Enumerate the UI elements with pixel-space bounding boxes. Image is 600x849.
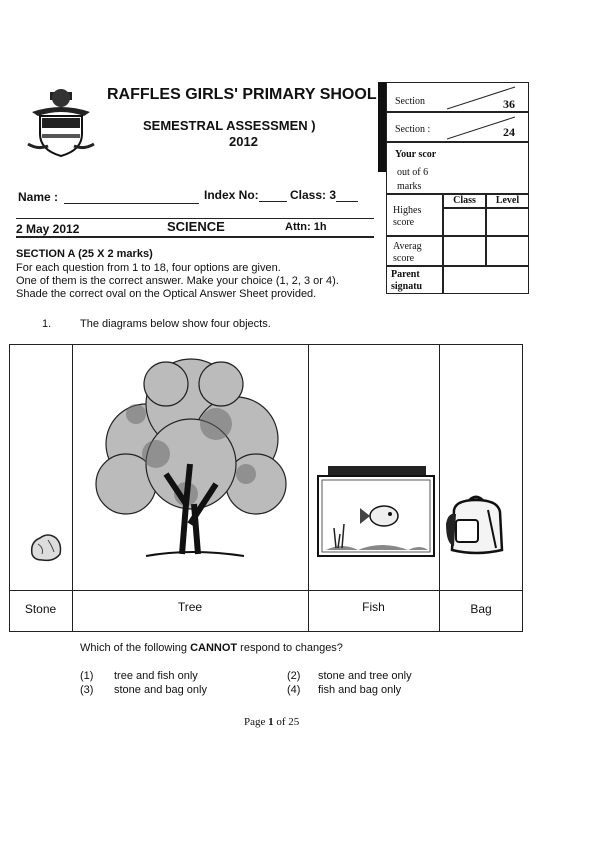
highest-label: Highes score xyxy=(393,205,422,228)
name-label: Name : xyxy=(18,190,59,204)
section-b-value: 24 xyxy=(503,125,515,139)
section-b-label: Section : xyxy=(395,124,431,135)
average-level-cell xyxy=(486,236,529,266)
average-label-cell xyxy=(386,236,443,266)
option-3[interactable]: (3) stone and bag only xyxy=(80,684,207,696)
subject: SCIENCE xyxy=(167,219,225,234)
backpack-icon xyxy=(440,490,512,560)
index-field[interactable] xyxy=(259,201,287,202)
assessment-title: SEMESTRAL ASSESSMEN ) xyxy=(143,118,316,133)
option-2[interactable]: (2) stone and tree only xyxy=(287,670,412,682)
highest-level-cell xyxy=(486,208,529,236)
parent-signature-field[interactable] xyxy=(443,266,529,294)
option-4[interactable]: (4) fish and bag only xyxy=(287,684,402,696)
highest-label-cell xyxy=(386,194,443,236)
your-score-label: Your scor xyxy=(395,149,437,160)
average-class-cell xyxy=(443,236,486,266)
class-header: Class xyxy=(443,194,486,208)
instruction-1: For each question from 1 to 18, four options are given. xyxy=(16,262,281,274)
divider-bottom xyxy=(16,236,374,238)
col-divider-2 xyxy=(308,344,309,632)
stone-icon xyxy=(28,530,64,564)
object-label-bag: Bag xyxy=(470,602,492,616)
parent-label-cell xyxy=(386,266,443,294)
highest-class-cell xyxy=(443,208,486,236)
parent-label: Parent signatu xyxy=(391,269,423,292)
section-a-label: Section xyxy=(395,96,425,107)
school-name: RAFFLES GIRLS' PRIMARY SHOOL xyxy=(107,86,377,103)
section-title: SECTION A (25 X 2 marks) xyxy=(16,248,153,260)
attention: Attn: 1h xyxy=(285,221,327,233)
instruction-2: One of them is the correct answer. Make your choice (1, 2, 3 or 4). xyxy=(16,275,339,287)
your-score-cell xyxy=(386,142,529,194)
name-field[interactable] xyxy=(64,203,199,204)
col-divider-1 xyxy=(72,344,73,632)
average-label: Averag score xyxy=(393,241,422,264)
question-number: 1. xyxy=(42,318,52,330)
section-a-cell xyxy=(386,82,529,112)
instruction-3: Shade the correct oval on the Optical Answer Sheet provided. xyxy=(16,288,317,300)
section-a-value: 36 xyxy=(503,97,515,111)
tree-icon xyxy=(86,354,296,560)
school-crest-icon xyxy=(26,88,96,160)
exam-date: 2 May 2012 xyxy=(16,222,80,236)
level-header: Level xyxy=(486,194,529,208)
object-label-fish: Fish xyxy=(362,600,385,614)
marks-label: marks xyxy=(397,181,422,192)
page-number: Page 1 of 25 xyxy=(244,716,300,728)
assessment-year: 2012 xyxy=(229,134,258,149)
object-label-tree: Tree xyxy=(177,600,203,614)
binding-bar xyxy=(378,82,386,172)
question-text: The diagrams below show four objects. xyxy=(80,318,271,330)
label-row-divider xyxy=(9,590,523,591)
class-field[interactable] xyxy=(336,201,358,202)
fish-tank-icon xyxy=(312,464,440,560)
section-b-cell xyxy=(386,112,529,142)
question-prompt: Which of the following CANNOT respond to changes? xyxy=(80,642,343,654)
object-label-stone: Stone xyxy=(24,602,57,616)
index-label: Index No: xyxy=(204,188,259,202)
option-1[interactable]: (1) tree and fish only xyxy=(80,670,198,682)
class-label: Class: 3 xyxy=(290,188,337,202)
out-of-label: out of 6 xyxy=(397,167,429,178)
